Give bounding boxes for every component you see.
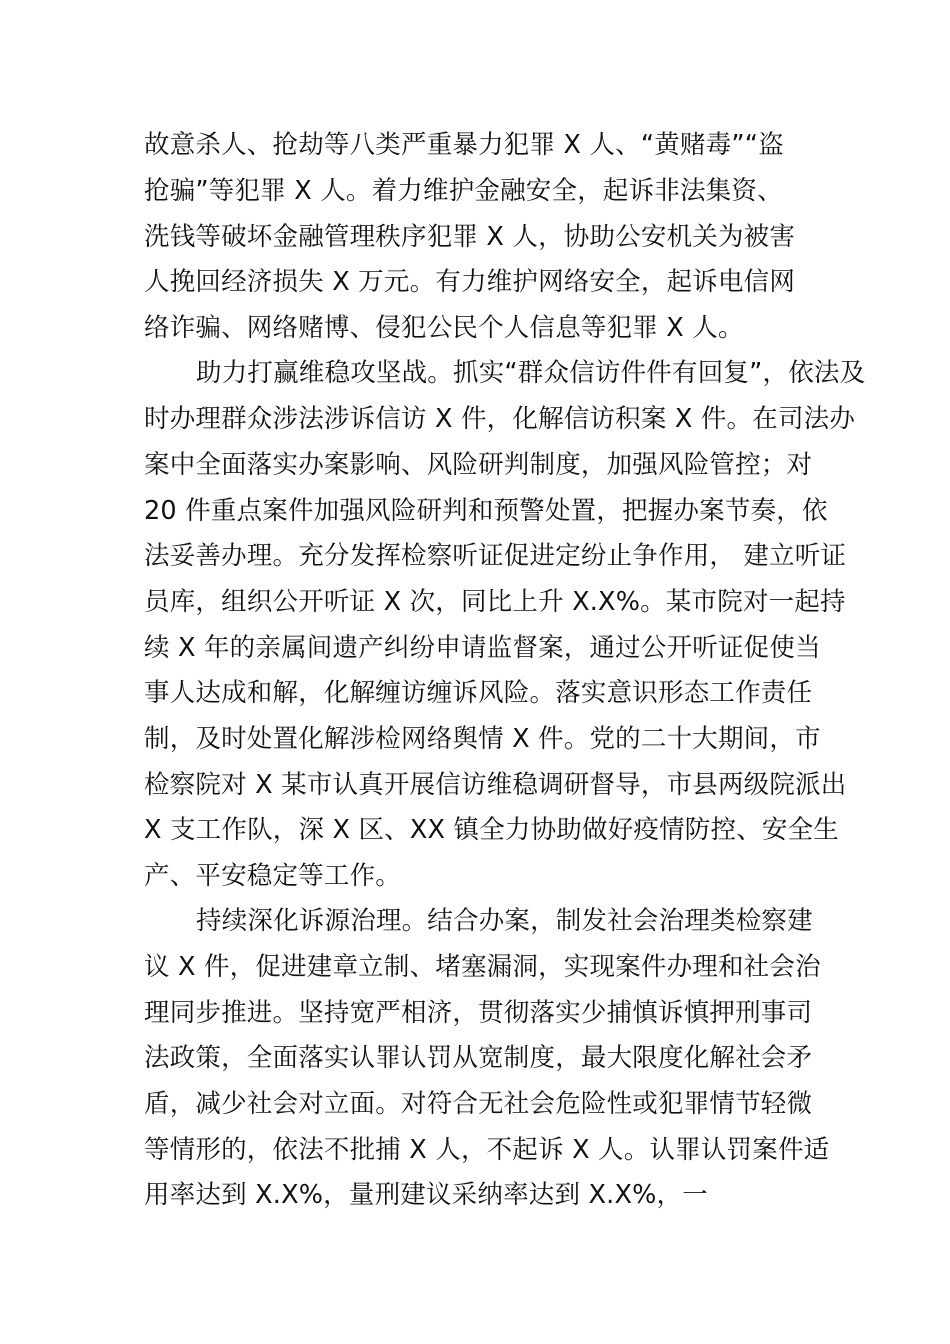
- text-line: 续 X 年的亲属间遗产纠纷申请监督案，通过公开听证促使当: [144, 633, 821, 663]
- text-line: 等情形的，依法不批捕 X 人，不起诉 X 人。认罪认罚案件适: [144, 1135, 830, 1165]
- text-line: 故意杀人、抢劫等八类严重暴力犯罪 X 人、“黄赌毒”“盗: [144, 130, 784, 160]
- text-line: 检察院对 X 某市认真开展信访维稳调研督导，市县两级院派出: [144, 770, 847, 800]
- text-line: 员库，组织公开听证 X 次，同比上升 X.X%。某市院对一起持: [144, 587, 846, 617]
- text-line: 用率达到 X.X%，量刑建议采纳率达到 X.X%，一: [144, 1180, 708, 1210]
- text-line: 20 件重点案件加强风险研判和预警处置，把握办案节奏，依: [144, 496, 828, 526]
- text-line: 事人达成和解，化解缠访缠诉风险。落实意识形态工作责任: [144, 678, 813, 708]
- text-line: 制，及时处置化解涉检网络舆情 X 件。党的二十大期间，市: [144, 724, 821, 754]
- text-line: 议 X 件，促进建章立制、堵塞漏洞，实现案件办理和社会治: [144, 952, 821, 982]
- text-line: 产、平安稳定等工作。: [144, 861, 402, 891]
- text-line: X 支工作队，深 X 区、XX 镇全力协助做好疫情防控、安全生: [144, 815, 840, 845]
- text-line: 法政策，全面落实认罪认罚从宽制度，最大限度化解社会矛: [144, 1043, 813, 1073]
- paragraph-start-line: 助力打赢维稳攻坚战。抓实“群众信访件件有回复”，依法及: [196, 358, 866, 388]
- text-line: 抢骗”等犯罪 X 人。着力维护金融安全，起诉非法集资、: [144, 176, 783, 206]
- text-line: 时办理群众涉法涉诉信访 X 件，化解信访积案 X 件。在司法办: [144, 404, 856, 434]
- paragraph-start-line: 持续深化诉源治理。结合办案，制发社会治理类检察建: [196, 906, 813, 936]
- text-line: 案中全面落实办案影响、风险研判制度，加强风险管控；对: [144, 450, 813, 480]
- text-line: 人挽回经济损失 X 万元。有力维护网络安全，起诉电信网: [144, 267, 796, 297]
- text-line: 盾，减少社会对立面。对符合无社会危险性或犯罪情节轻微: [144, 1089, 813, 1119]
- text-line: 洗钱等破坏金融管理秩序犯罪 X 人，协助公安机关为被害: [144, 222, 796, 252]
- text-line: 络诈骗、网络赌博、侵犯公民个人信息等犯罪 X 人。: [144, 313, 744, 343]
- text-line: 法妥善办理。充分发挥检察听证促进定纷止争作用， 建立听证: [144, 541, 847, 571]
- text-line: 理同步推进。坚持宽严相济，贯彻落实少捕慎诉慎押刑事司: [144, 998, 813, 1028]
